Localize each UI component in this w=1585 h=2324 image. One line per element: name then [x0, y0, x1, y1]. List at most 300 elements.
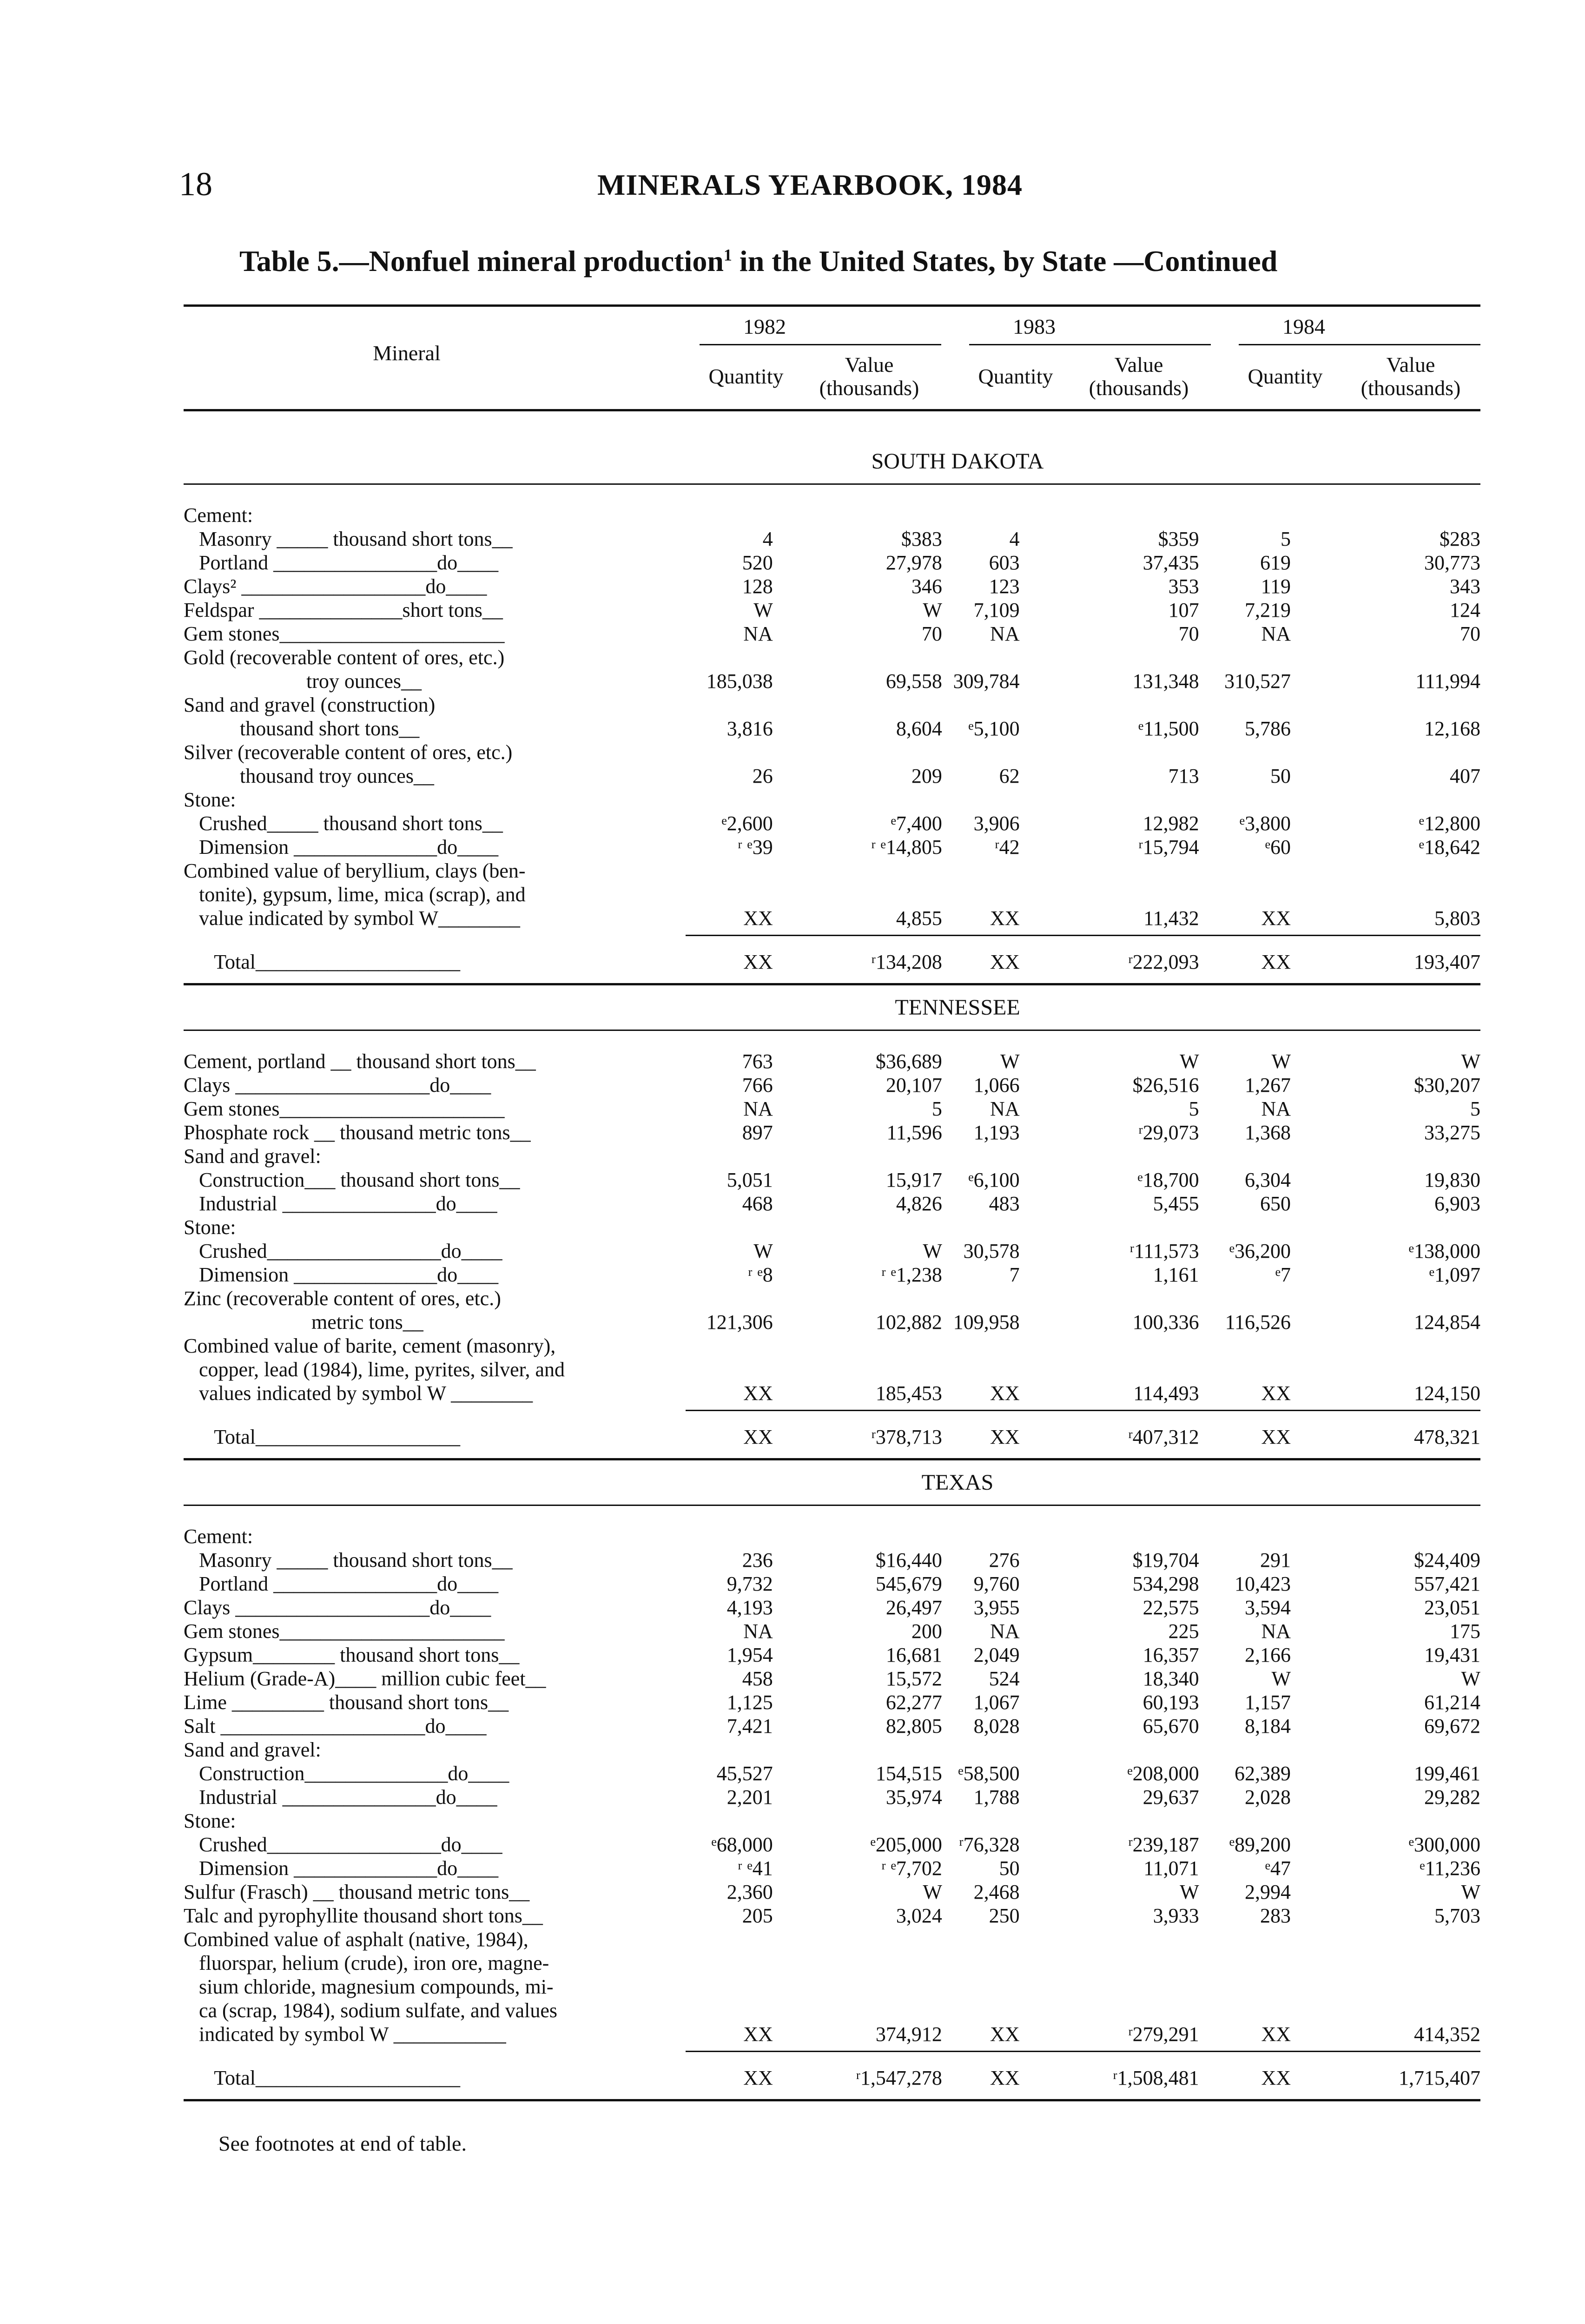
- row-label: fluorspar, helium (crude), iron ore, magne-: [184, 1952, 549, 1974]
- production-table: [184, 304, 1480, 2101]
- cell-quantity-1984: NA: [1261, 622, 1291, 645]
- cell-value-1982: ʳ378,713: [871, 1426, 942, 1448]
- cell-value-1984: 1,715,407: [1399, 2067, 1481, 2089]
- cell-quantity-1982: 45,527: [716, 1762, 773, 1785]
- cell-quantity-1983: NA: [990, 1620, 1020, 1643]
- table-row: [184, 574, 1480, 598]
- section-heading: TENNESSEE: [895, 995, 1020, 1020]
- row-label: Dimension ______________do____: [184, 1857, 499, 1880]
- table-row: [184, 1738, 1480, 1762]
- cell-quantity-1983: 1,788: [973, 1786, 1020, 1809]
- cell-value-1983: ʳ29,073: [1138, 1121, 1199, 1144]
- cell-quantity-1983: XX: [990, 907, 1020, 930]
- row-label: Industrial _______________do____: [184, 1786, 497, 1809]
- cell-value-1982: ʳ ᵉ14,805: [871, 836, 942, 858]
- cell-quantity-1984: 283: [1260, 1904, 1291, 1927]
- cell-value-1983: 5: [1189, 1097, 1199, 1120]
- row-label: Combined value of asphalt (native, 1984),: [184, 1928, 528, 1951]
- cell-quantity-1983: ᵉ6,100: [968, 1169, 1020, 1191]
- cell-quantity-1982: W: [753, 599, 773, 621]
- cell-value-1984: W: [1461, 1050, 1481, 1073]
- table-row: [184, 622, 1480, 646]
- row-label: Dimension ______________do____: [184, 836, 499, 858]
- row-label: Gem stones______________________: [184, 622, 505, 645]
- cell-value-1983: ʳ279,291: [1128, 2023, 1199, 2046]
- cell-quantity-1984: 291: [1260, 1549, 1291, 1571]
- cell-quantity-1984: W: [1271, 1667, 1291, 1690]
- cell-quantity-1982: 205: [742, 1904, 773, 1927]
- cell-value-1984: 19,431: [1424, 1644, 1481, 1666]
- cell-value-1983: 11,432: [1143, 907, 1199, 930]
- cell-quantity-1983: 62: [999, 765, 1020, 787]
- table-row: [184, 1714, 1480, 1738]
- section-end-rule: [184, 983, 1480, 985]
- table-row: [184, 1999, 1480, 2022]
- cell-quantity-1982: 9,732: [726, 1572, 773, 1595]
- value-label: Value: [1114, 353, 1163, 376]
- cell-value-1984: 12,168: [1424, 717, 1481, 740]
- cell-quantity-1982: 121,306: [706, 1311, 773, 1334]
- table-title: [239, 244, 1277, 278]
- cell-value-1983: ᵉ11,500: [1138, 717, 1199, 740]
- row-label: Feldspar ______________short tons__: [184, 599, 503, 621]
- cell-value-1984: 33,275: [1424, 1121, 1481, 1144]
- row-label: Total____________________: [184, 951, 460, 973]
- row-label: Sand and gravel:: [184, 1145, 321, 1168]
- cell-quantity-1982: 468: [742, 1192, 773, 1215]
- cell-value-1983: $26,516: [1132, 1074, 1199, 1096]
- cell-quantity-1984: 2,028: [1245, 1786, 1291, 1809]
- table-row: [184, 1050, 1480, 1073]
- table-title-rest: in the United States, by State —Continued: [732, 244, 1278, 277]
- row-label: copper, lead (1984), lime, pyrites, silver, and: [184, 1358, 565, 1381]
- page-number: 18: [179, 165, 212, 203]
- cell-quantity-1983: 1,066: [973, 1074, 1020, 1096]
- cell-quantity-1982: XX: [743, 907, 773, 930]
- cell-quantity-1982: XX: [743, 951, 773, 973]
- table-row: [184, 1168, 1480, 1192]
- cell-value-1982: ᵉ205,000: [870, 1833, 942, 1856]
- table-row: [184, 1904, 1480, 1928]
- cell-quantity-1982: 128: [742, 575, 773, 598]
- row-label: Crushed_________________do____: [184, 1833, 502, 1856]
- cell-quantity-1982: 520: [742, 551, 773, 574]
- cell-quantity-1982: NA: [743, 1620, 773, 1643]
- cell-value-1983: W: [1180, 1881, 1199, 1903]
- header-bottom-rule: [184, 409, 1480, 411]
- cell-value-1984: 111,994: [1415, 670, 1481, 693]
- cell-value-1982: 346: [911, 575, 942, 598]
- cell-quantity-1983: 7,109: [973, 599, 1020, 621]
- row-label: Combined value of barite, cement (masonry),: [184, 1334, 556, 1357]
- cell-value-1984: ᵉ18,642: [1419, 836, 1481, 858]
- total-row: [184, 950, 1480, 974]
- cell-value-1982: 8,604: [896, 717, 942, 740]
- cell-quantity-1983: 309,784: [953, 670, 1020, 693]
- section-heading: SOUTH DAKOTA: [871, 449, 1044, 474]
- cell-quantity-1982: ᵉ68,000: [711, 1833, 773, 1856]
- cell-quantity-1983: 1,067: [973, 1691, 1020, 1714]
- row-label: Cement:: [184, 1525, 253, 1548]
- cell-quantity-1983: 524: [989, 1667, 1020, 1690]
- cell-value-1982: 70: [921, 622, 942, 645]
- cell-quantity-1983: XX: [990, 1426, 1020, 1448]
- cell-quantity-1983: 603: [989, 551, 1020, 574]
- cell-value-1984: 61,214: [1424, 1691, 1481, 1714]
- col-quantity-1984: Quantity: [1248, 364, 1323, 388]
- cell-value-1982: 82,805: [885, 1715, 942, 1737]
- cell-quantity-1982: NA: [743, 1097, 773, 1120]
- cell-quantity-1984: XX: [1261, 1426, 1291, 1448]
- row-label: Masonry _____ thousand short tons__: [184, 1549, 513, 1571]
- cell-quantity-1984: 1,267: [1245, 1074, 1291, 1096]
- row-label: Clays ___________________do____: [184, 1596, 491, 1619]
- cell-quantity-1984: ᵉ47: [1265, 1857, 1291, 1880]
- cell-quantity-1984: NA: [1261, 1620, 1291, 1643]
- cell-quantity-1984: XX: [1261, 2023, 1291, 2046]
- cell-value-1983: $19,704: [1132, 1549, 1199, 1571]
- cell-value-1984: $30,207: [1414, 1074, 1481, 1096]
- year-1984-rule: [1239, 344, 1480, 345]
- cell-quantity-1983: 50: [999, 1857, 1020, 1880]
- cell-quantity-1983: ʳ76,328: [959, 1833, 1020, 1856]
- table-row: [184, 1928, 1480, 1951]
- cell-quantity-1982: XX: [743, 2067, 773, 2089]
- cell-quantity-1982: 1,954: [726, 1644, 773, 1666]
- cell-quantity-1982: ʳ ᵉ39: [737, 836, 773, 858]
- cell-quantity-1982: NA: [743, 622, 773, 645]
- cell-quantity-1984: 310,527: [1224, 670, 1291, 693]
- table-row: [184, 1525, 1480, 1548]
- row-label: Sand and gravel:: [184, 1738, 321, 1761]
- col-year-1984: 1984: [1282, 315, 1325, 338]
- cell-value-1984: 414,352: [1414, 2023, 1481, 2046]
- cell-quantity-1984: ᵉ3,800: [1239, 812, 1291, 835]
- cell-quantity-1982: 4,193: [726, 1596, 773, 1619]
- table-row: [184, 1619, 1480, 1643]
- table-row: [184, 1785, 1480, 1809]
- cell-quantity-1982: 2,201: [726, 1786, 773, 1809]
- cell-value-1983: 5,455: [1153, 1192, 1199, 1215]
- sum-rule: [686, 2051, 1480, 2052]
- cell-value-1984: $24,409: [1414, 1549, 1481, 1571]
- cell-quantity-1984: 5: [1281, 528, 1291, 550]
- cell-value-1984: 193,407: [1414, 951, 1481, 973]
- row-label: Total____________________: [184, 2067, 460, 2089]
- table-row: [184, 740, 1480, 764]
- total-row: [184, 2066, 1480, 2090]
- table-row: [184, 717, 1480, 740]
- cell-quantity-1982: 1,125: [726, 1691, 773, 1714]
- cell-quantity-1984: 116,526: [1225, 1311, 1291, 1334]
- row-label: Combined value of beryllium, clays (ben-: [184, 859, 526, 882]
- cell-value-1984: 19,830: [1424, 1169, 1481, 1191]
- table-row: [184, 812, 1480, 835]
- cell-value-1984: ᵉ1,097: [1429, 1263, 1481, 1286]
- cell-value-1982: 15,917: [885, 1169, 942, 1191]
- table-row: [184, 1643, 1480, 1667]
- table-row: [184, 2022, 1480, 2046]
- table-row: [184, 764, 1480, 788]
- table-row: [184, 883, 1480, 906]
- table-row: [184, 693, 1480, 717]
- cell-value-1983: 107: [1168, 599, 1199, 621]
- table-row: [184, 1215, 1480, 1239]
- table-row: [184, 1548, 1480, 1572]
- cell-value-1982: 3,024: [896, 1904, 942, 1927]
- cell-quantity-1983: 2,049: [973, 1644, 1020, 1666]
- cell-quantity-1983: 250: [989, 1904, 1020, 1927]
- cell-quantity-1984: 6,304: [1245, 1169, 1291, 1191]
- cell-quantity-1984: XX: [1261, 951, 1291, 973]
- thousands-label: (thousands): [819, 376, 919, 400]
- cell-value-1982: 185,453: [875, 1382, 942, 1405]
- cell-quantity-1983: XX: [990, 2023, 1020, 2046]
- row-label: troy ounces__: [184, 670, 422, 693]
- cell-quantity-1984: 50: [1270, 765, 1291, 787]
- row-label: values indicated by symbol W ________: [184, 1382, 533, 1405]
- row-label: Masonry _____ thousand short tons__: [184, 528, 513, 550]
- row-label: ca (scrap, 1984), sodium sulfate, and values: [184, 1999, 557, 2022]
- cell-quantity-1984: 619: [1260, 551, 1291, 574]
- row-label: Portland ________________do____: [184, 1572, 499, 1595]
- table-row: [184, 1596, 1480, 1619]
- col-value-1983: [1071, 353, 1206, 400]
- cell-quantity-1983: 3,906: [973, 812, 1020, 835]
- cell-value-1984: ᵉ12,800: [1419, 812, 1481, 835]
- col-year-1983: 1983: [1013, 315, 1056, 338]
- cell-value-1984: 124,854: [1414, 1311, 1481, 1334]
- cell-value-1984: 5,803: [1434, 907, 1481, 930]
- column-header: [184, 307, 1480, 409]
- row-label: Gem stones______________________: [184, 1097, 505, 1120]
- table-row: [184, 1809, 1480, 1833]
- row-label: tonite), gypsum, lime, mica (scrap), and: [184, 883, 526, 906]
- cell-value-1982: W: [923, 1240, 942, 1262]
- row-label: Clays² __________________do____: [184, 575, 487, 598]
- row-label: Sulfur (Frasch) __ thousand metric tons__: [184, 1881, 530, 1903]
- cell-value-1983: ʳ239,187: [1128, 1833, 1199, 1856]
- col-year-1982: 1982: [743, 315, 786, 338]
- row-label: Dimension ______________do____: [184, 1263, 499, 1286]
- table-row: [184, 1287, 1480, 1310]
- cell-quantity-1982: 185,038: [706, 670, 773, 693]
- cell-value-1983: 353: [1168, 575, 1199, 598]
- cell-value-1982: 374,912: [875, 2023, 942, 2046]
- cell-quantity-1982: 7,421: [726, 1715, 773, 1737]
- cell-value-1983: ʳ407,312: [1128, 1426, 1199, 1448]
- cell-value-1984: 5: [1470, 1097, 1481, 1120]
- cell-quantity-1983: 30,578: [963, 1240, 1020, 1262]
- cell-value-1983: 114,493: [1133, 1382, 1199, 1405]
- cell-value-1982: W: [923, 1881, 942, 1903]
- cell-quantity-1984: 650: [1260, 1192, 1291, 1215]
- cell-quantity-1984: 7,219: [1245, 599, 1291, 621]
- row-label: Portland ________________do____: [184, 551, 499, 574]
- cell-value-1984: ᵉ11,236: [1420, 1857, 1481, 1880]
- table-body: [184, 449, 1480, 2101]
- cell-quantity-1984: 8,184: [1245, 1715, 1291, 1737]
- cell-quantity-1984: 1,368: [1245, 1121, 1291, 1144]
- cell-quantity-1982: 2,360: [726, 1881, 773, 1903]
- table-row: [184, 598, 1480, 622]
- year-1983-rule: [969, 344, 1211, 345]
- cell-quantity-1982: 26: [752, 765, 773, 787]
- cell-quantity-1982: ʳ ᵉ8: [747, 1263, 773, 1286]
- cell-value-1983: 1,161: [1153, 1263, 1199, 1286]
- cell-value-1984: 23,051: [1424, 1596, 1481, 1619]
- cell-quantity-1984: 2,994: [1245, 1881, 1291, 1903]
- cell-quantity-1982: ᵉ2,600: [721, 812, 773, 835]
- section-end-rule: [184, 1458, 1480, 1460]
- cell-value-1983: 18,340: [1143, 1667, 1199, 1690]
- cell-value-1983: 11,071: [1143, 1857, 1199, 1880]
- cell-quantity-1984: 62,389: [1235, 1762, 1291, 1785]
- cell-value-1982: 62,277: [885, 1691, 942, 1714]
- cell-quantity-1982: 236: [742, 1549, 773, 1571]
- cell-quantity-1982: 897: [742, 1121, 773, 1144]
- cell-value-1984: 557,421: [1414, 1572, 1481, 1595]
- cell-quantity-1984: 10,423: [1235, 1572, 1291, 1595]
- row-label: Clays ___________________do____: [184, 1074, 491, 1096]
- row-label: Crushed_____ thousand short tons__: [184, 812, 503, 835]
- cell-quantity-1983: 123: [989, 575, 1020, 598]
- table-row: [184, 788, 1480, 812]
- cell-quantity-1984: 2,166: [1245, 1644, 1291, 1666]
- table-row: [184, 503, 1480, 527]
- row-label: Gypsum________ thousand short tons__: [184, 1644, 520, 1666]
- cell-quantity-1984: ᵉ7: [1275, 1263, 1291, 1286]
- row-label: Crushed_________________do____: [184, 1240, 502, 1262]
- table-row: [184, 1381, 1480, 1405]
- cell-value-1983: 29,637: [1143, 1786, 1199, 1809]
- cell-quantity-1982: ʳ ᵉ41: [737, 1857, 773, 1880]
- cell-quantity-1983: XX: [990, 1382, 1020, 1405]
- cell-value-1984: $283: [1440, 528, 1481, 550]
- cell-quantity-1983: NA: [990, 1097, 1020, 1120]
- cell-value-1982: 15,572: [885, 1667, 942, 1690]
- cell-value-1982: ʳ1,547,278: [856, 2067, 942, 2089]
- cell-value-1982: 545,679: [875, 1572, 942, 1595]
- row-label: Lime _________ thousand short tons__: [184, 1691, 509, 1714]
- sum-rule: [686, 935, 1480, 936]
- cell-value-1984: 29,282: [1424, 1786, 1481, 1809]
- table-row: [184, 1690, 1480, 1714]
- thousands-label: (thousands): [1089, 376, 1189, 400]
- section-rule: [184, 483, 1480, 485]
- cell-quantity-1983: XX: [990, 951, 1020, 973]
- cell-value-1982: 11,596: [886, 1121, 942, 1144]
- table-row: [184, 1073, 1480, 1097]
- table-row: [184, 859, 1480, 883]
- cell-value-1983: ᵉ18,700: [1137, 1169, 1199, 1191]
- cell-value-1983: 3,933: [1153, 1904, 1199, 1927]
- table-row: [184, 1762, 1480, 1785]
- thousands-label: (thousands): [1360, 376, 1461, 400]
- cell-value-1983: 131,348: [1132, 670, 1199, 693]
- cell-quantity-1982: XX: [743, 2023, 773, 2046]
- cell-value-1982: ʳ134,208: [871, 951, 942, 973]
- cell-quantity-1983: XX: [990, 2067, 1020, 2089]
- cell-quantity-1984: NA: [1261, 1097, 1291, 1120]
- cell-value-1984: 70: [1460, 622, 1481, 645]
- cell-quantity-1984: 119: [1261, 575, 1291, 598]
- row-label: Construction___ thousand short tons__: [184, 1169, 520, 1191]
- table-row: [184, 835, 1480, 859]
- cell-quantity-1982: XX: [743, 1382, 773, 1405]
- table-row: [184, 669, 1480, 693]
- cell-quantity-1983: 109,958: [953, 1311, 1020, 1334]
- cell-quantity-1983: 8,028: [973, 1715, 1020, 1737]
- row-label: Total____________________: [184, 1426, 460, 1448]
- table-row: [184, 1144, 1480, 1168]
- row-label: Salt ____________________do____: [184, 1715, 487, 1737]
- row-label: thousand short tons__: [184, 717, 420, 740]
- cell-value-1982: 35,974: [885, 1786, 942, 1809]
- table-row: [184, 1880, 1480, 1904]
- cell-value-1983: 12,982: [1143, 812, 1199, 835]
- cell-value-1983: 534,298: [1132, 1572, 1199, 1595]
- footnote: See footnotes at end of table.: [218, 2132, 467, 2155]
- cell-value-1984: 407: [1450, 765, 1481, 787]
- cell-quantity-1983: 276: [989, 1549, 1020, 1571]
- row-label: Sand and gravel (construction): [184, 693, 436, 716]
- cell-value-1984: 478,321: [1414, 1426, 1481, 1448]
- table-title-footnote-mark: 1: [723, 245, 732, 264]
- cell-value-1984: 175: [1450, 1620, 1481, 1643]
- table-row: [184, 646, 1480, 669]
- cell-value-1982: $36,689: [875, 1050, 942, 1073]
- total-row: [184, 1425, 1480, 1449]
- cell-value-1983: 65,670: [1143, 1715, 1199, 1737]
- row-label: Talc and pyrophyllite thousand short tons__: [184, 1904, 543, 1927]
- cell-quantity-1982: 3,816: [726, 717, 773, 740]
- cell-quantity-1983: 3,955: [973, 1596, 1020, 1619]
- cell-quantity-1982: 5,051: [726, 1169, 773, 1191]
- cell-value-1984: 124,150: [1414, 1382, 1481, 1405]
- cell-value-1983: ʳ15,794: [1138, 836, 1199, 858]
- cell-value-1982: ʳ ᵉ1,238: [881, 1263, 942, 1286]
- cell-value-1984: ᵉ138,000: [1408, 1240, 1481, 1262]
- cell-value-1982: 154,515: [875, 1762, 942, 1785]
- cell-quantity-1982: 763: [742, 1050, 773, 1073]
- cell-quantity-1984: XX: [1261, 907, 1291, 930]
- cell-value-1982: 16,681: [885, 1644, 942, 1666]
- table-row: [184, 1334, 1480, 1358]
- row-label: Phosphate rock __ thousand metric tons__: [184, 1121, 531, 1144]
- cell-value-1982: $16,440: [875, 1549, 942, 1571]
- table-row: [184, 1310, 1480, 1334]
- cell-quantity-1983: ʳ42: [995, 836, 1020, 858]
- cell-quantity-1983: 483: [989, 1192, 1020, 1215]
- row-label: Cement:: [184, 504, 253, 527]
- table-row: [184, 1667, 1480, 1690]
- cell-value-1984: 30,773: [1424, 551, 1481, 574]
- table-row: [184, 527, 1480, 551]
- cell-value-1982: W: [923, 599, 942, 621]
- value-label: Value: [1386, 353, 1435, 376]
- cell-value-1984: W: [1461, 1667, 1481, 1690]
- col-quantity-1983: Quantity: [978, 364, 1053, 388]
- cell-quantity-1984: XX: [1261, 2067, 1291, 2089]
- cell-value-1982: 4,855: [896, 907, 942, 930]
- row-label: indicated by symbol W ___________: [184, 2023, 506, 2046]
- row-label: Gold (recoverable content of ores, etc.): [184, 646, 505, 669]
- cell-quantity-1983: ᵉ58,500: [958, 1762, 1020, 1785]
- cell-value-1982: 27,978: [885, 551, 942, 574]
- cell-value-1982: ʳ ᵉ7,702: [881, 1857, 942, 1880]
- table-row: [184, 1856, 1480, 1880]
